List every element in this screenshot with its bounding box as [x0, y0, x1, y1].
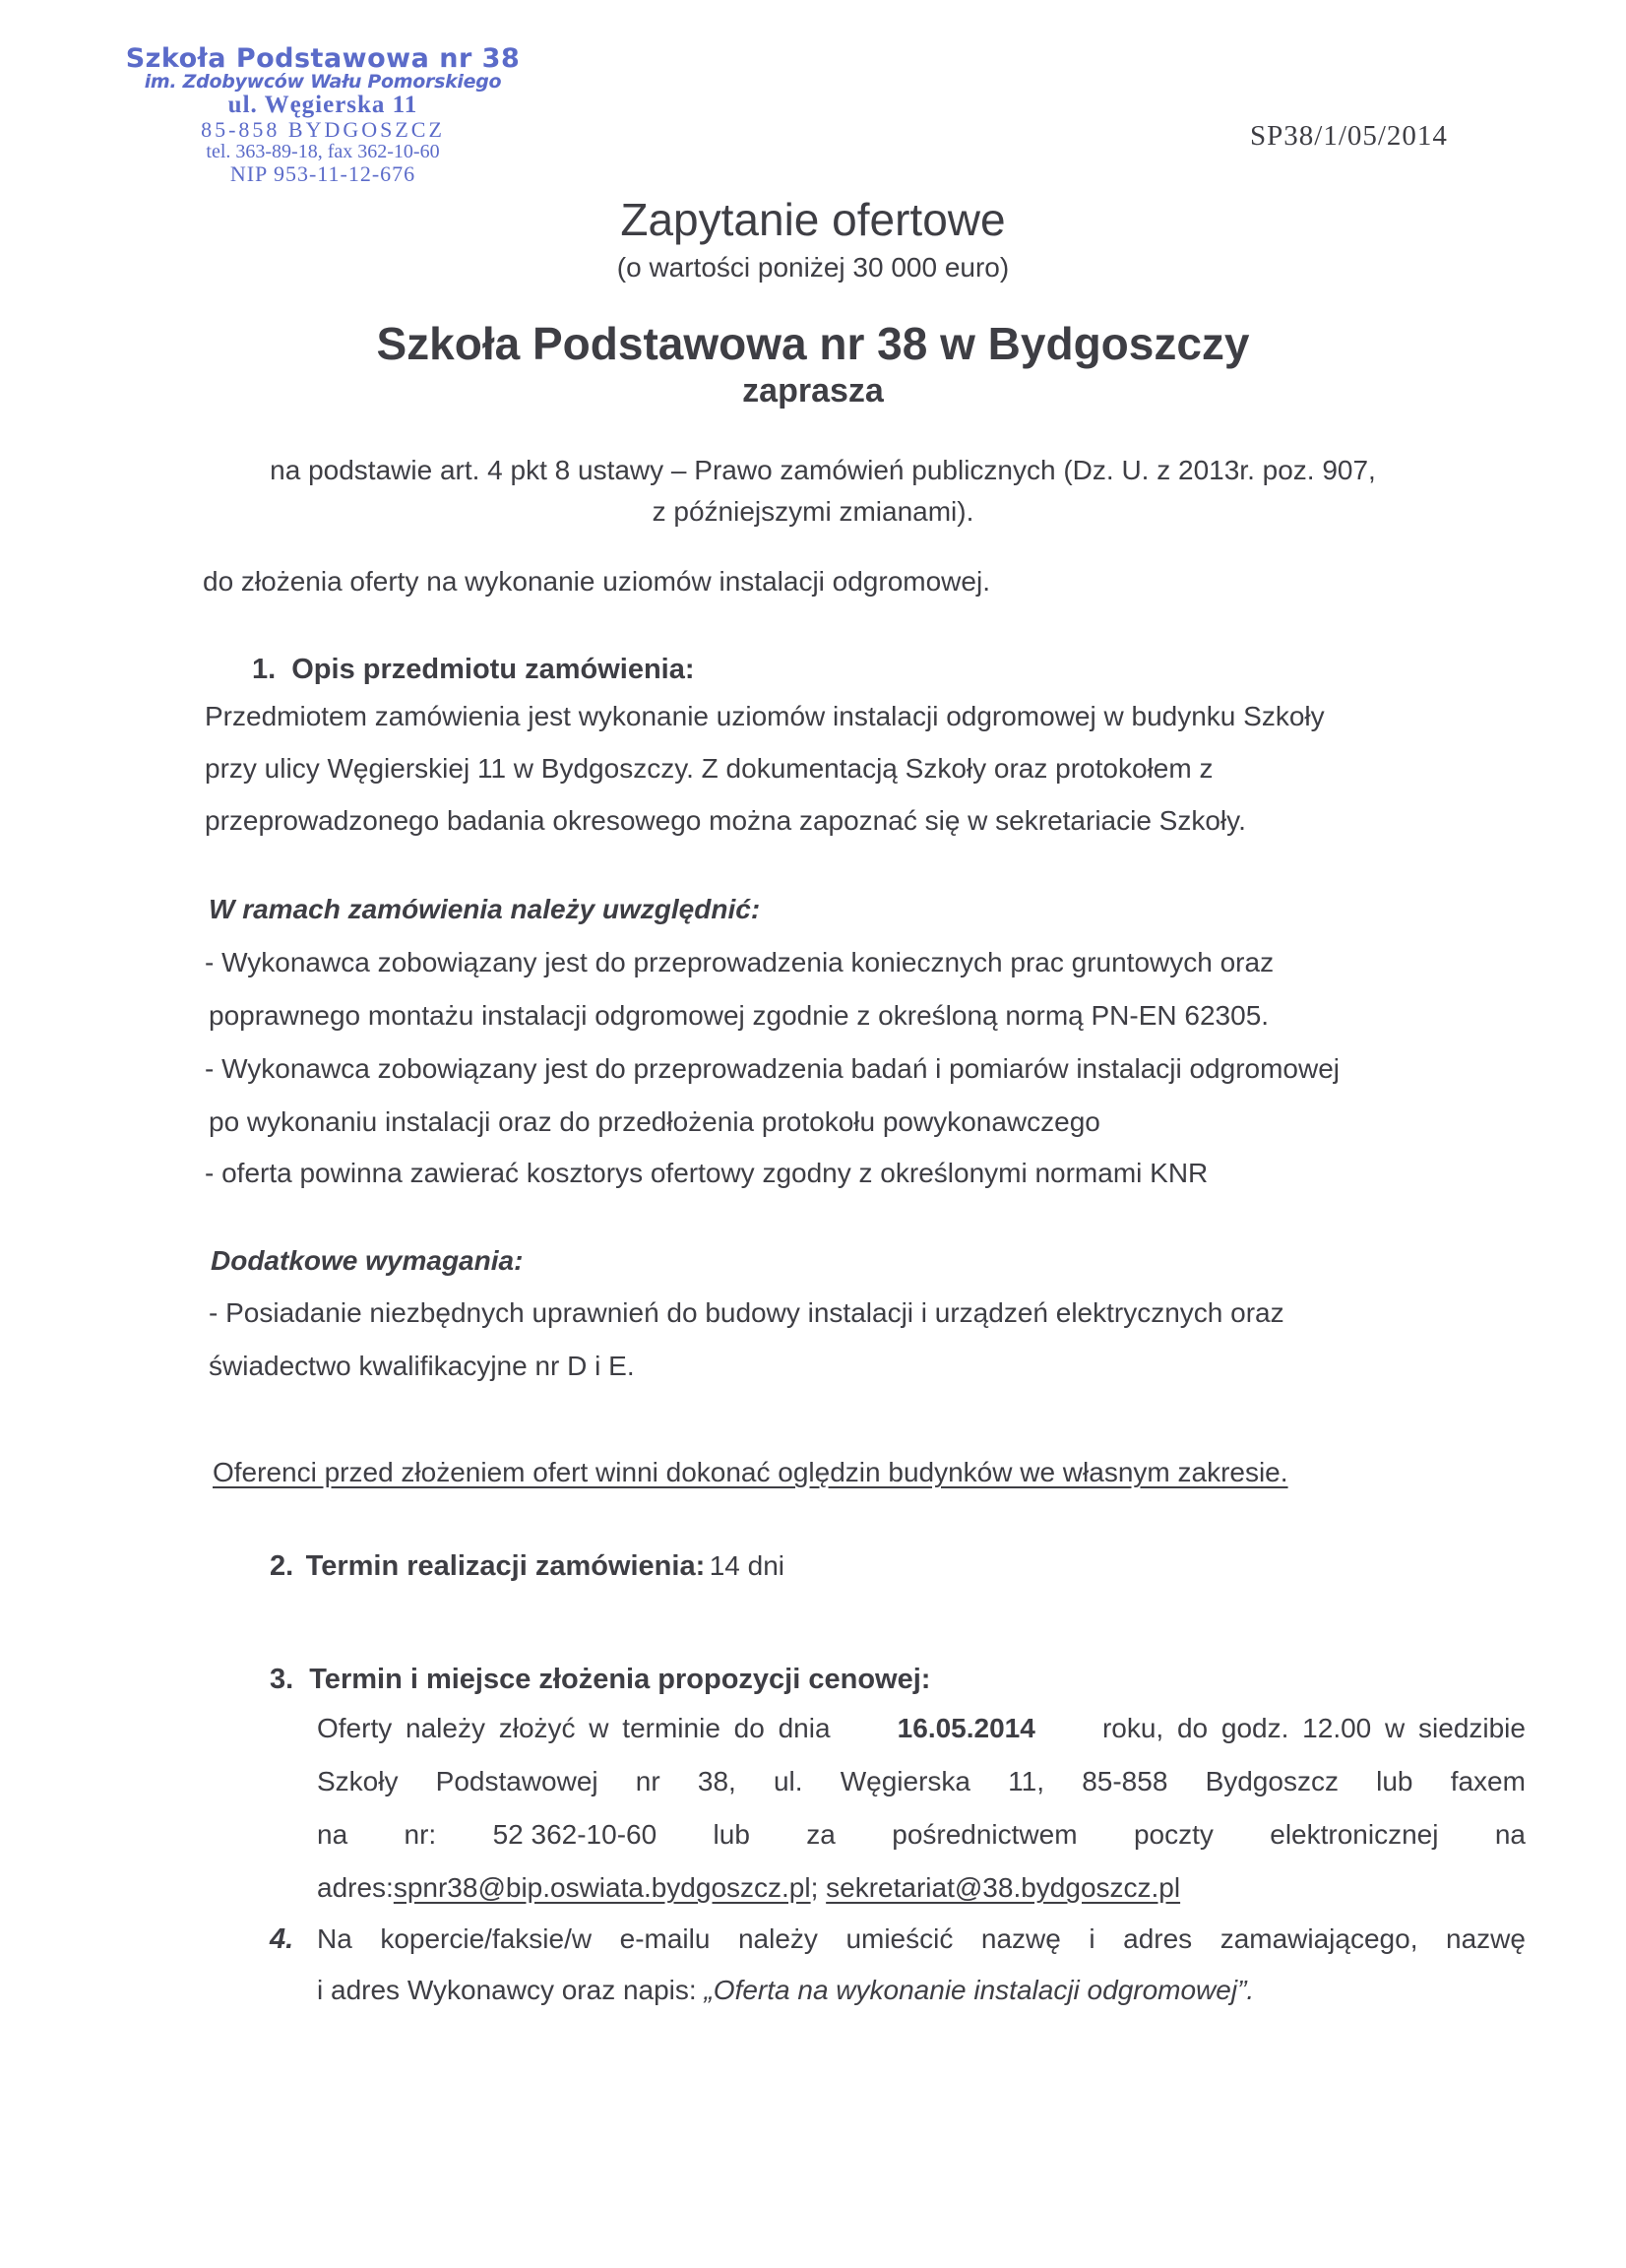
section-1-title: Opis przedmiotu zamówienia:	[291, 654, 695, 685]
section-4-word: należy	[737, 1923, 818, 1954]
section-3-word: 11,	[1008, 1766, 1045, 1796]
section-3-word: na	[317, 1819, 348, 1850]
section-3-word: Węgierska	[840, 1766, 970, 1796]
section-3-heading	[270, 1664, 930, 1696]
section-3-word: elektronicznej	[1270, 1819, 1439, 1850]
section-3-word: na	[1494, 1819, 1526, 1850]
stamp-school-name: Szkoła Podstawowa nr 38	[125, 43, 521, 74]
section-1-line: przeprowadzonego badania okresowego można zapoznać się w sekretariacie Szkoły.	[205, 805, 1246, 836]
email-link-2[interactable]: sekretariat@38.bydgoszcz.pl	[826, 1872, 1181, 1903]
section-4-word: kopercie/faksie/w	[380, 1923, 593, 1954]
section-1-line: Przedmiotem zamówienia jest wykonanie uziomów instalacji odgromowej w budynku Szkoły	[205, 701, 1325, 731]
section-2-value: 14 dni	[709, 1550, 784, 1581]
section-2-heading: Termin realizacji zamówienia:	[305, 1550, 706, 1582]
section-4-word: nazwę	[980, 1923, 1061, 1954]
email-link-1[interactable]: spnr38@bip.oswiata.bydgoszcz.pl	[393, 1872, 811, 1903]
section-4-word: nazwę	[1446, 1923, 1526, 1954]
deadline-text-before: Oferty należy złożyć w terminie do dnia	[317, 1713, 831, 1743]
section-3-line-2	[317, 1766, 1526, 1797]
section-3-number: 3.	[270, 1664, 294, 1695]
section-4-word: umieścić	[845, 1923, 954, 1954]
section-3-word: 85-858	[1082, 1766, 1168, 1796]
section-3-word: ul.	[773, 1766, 803, 1796]
address-prefix: adres:	[317, 1872, 394, 1903]
document-title: Zapytanie ofertowe	[620, 194, 1006, 245]
requirements-heading: W ramach zamówienia należy uwzględnić:	[209, 894, 761, 924]
invites-heading: zaprasza	[742, 372, 884, 410]
stamp-nip: NIP 953-11-12-676	[229, 161, 416, 186]
section-3-word: pośrednictwem	[892, 1819, 1078, 1850]
section-3-title: Termin i miejsce złożenia propozycji cenowej:	[309, 1664, 931, 1695]
section-3-word: nr	[635, 1766, 660, 1796]
section-3-word: Bydgoszcz	[1205, 1766, 1339, 1796]
section-3-word: nr:	[404, 1819, 437, 1850]
section-4-word: adres	[1123, 1923, 1193, 1954]
section-3-word: Szkoły	[317, 1766, 399, 1796]
document-subtitle: (o wartości poniżej 30 000 euro)	[616, 252, 1010, 283]
school-heading: Szkoła Podstawowa nr 38 w Bydgoszczy	[376, 318, 1250, 369]
section-2-number: 2.	[270, 1550, 294, 1582]
deadline-text-after: roku, do godz. 12.00 w siedzibie	[1101, 1713, 1526, 1743]
section-1-line: przy ulicy Węgierskiej 11 w Bydgoszczy. Z dokumentacją Szkoły oraz protokołem z	[205, 753, 1214, 784]
stamp-city: 85-858 BYDGOSZCZ	[201, 117, 445, 142]
section-4-word: i	[1089, 1923, 1095, 1954]
reference-number: SP38/1/05/2014	[1250, 120, 1448, 152]
stamp-street: ul. Węgierska 11	[227, 92, 418, 118]
section-4-word: Na	[317, 1923, 352, 1954]
section-4-word: zamawiającego,	[1220, 1923, 1418, 1954]
section-3-word: lub	[713, 1819, 750, 1850]
requirement-line: - Wykonawca zobowiązany jest do przeprowadzenia badań i pomiarów instalacji odgromowej	[205, 1053, 1341, 1084]
section-3-word: za	[806, 1819, 836, 1850]
section-3-word: lub	[1376, 1766, 1413, 1796]
section-4-line-1	[270, 1923, 1526, 1956]
section-3-line-3	[317, 1819, 1526, 1851]
requirement-line: poprawnego montażu instalacji odgromowej zgodnie z określoną normą PN-EN 62305.	[209, 1000, 1270, 1031]
section-4-line-2	[317, 1975, 1254, 2006]
section-3-line-4	[317, 1872, 1180, 1904]
legal-basis-line-2: z późniejszymi zmianami).	[652, 496, 974, 527]
section-4-word: e-mailu	[619, 1923, 711, 1954]
section-3-word: 52 362-10-60	[492, 1819, 657, 1850]
section-4-quote: „Oferta na wykonanie instalacji odgromowej”.	[704, 1975, 1255, 2005]
section-2	[270, 1550, 784, 1583]
inspection-note: Oferenci przed złożeniem ofert winni dokonać oględzin budynków we własnym zakresie.	[213, 1457, 1288, 1487]
offer-subject: do złożenia oferty na wykonanie uziomów instalacji odgromowej.	[203, 566, 990, 597]
stamp-phone: tel. 363-89-18, fax 362-10-60	[206, 141, 440, 162]
requirement-line: po wykonaniu instalacji oraz do przedłożenia protokołu powykonawczego	[209, 1106, 1100, 1137]
requirement-line: - Wykonawca zobowiązany jest do przeprowadzenia koniecznych prac gruntowych oraz	[205, 947, 1275, 977]
section-3-word: faxem	[1450, 1766, 1526, 1796]
email-separator: ;	[810, 1872, 819, 1903]
section-1-heading	[252, 654, 695, 686]
legal-basis-line-1: na podstawie art. 4 pkt 8 ustawy – Prawo zamówień publicznych (Dz. U. z 2013r. poz. 907,	[270, 455, 1376, 485]
requirement-line: - oferta powinna zawierać kosztorys ofertowy zgodny z określonymi normami KNR	[205, 1158, 1209, 1188]
section-4-number: 4.	[270, 1923, 294, 1955]
additional-line: świadectwo kwalifikacyjne nr D i E.	[209, 1351, 635, 1381]
additional-heading: Dodatkowe wymagania:	[211, 1245, 524, 1276]
stamp-patron: im. Zdobywców Wału Pomorskiego	[144, 71, 502, 93]
school-stamp	[116, 45, 530, 185]
section-4-text: i adres Wykonawcy oraz napis:	[317, 1975, 705, 2005]
section-3-word: Podstawowej	[435, 1766, 598, 1796]
section-3-line-1	[317, 1713, 1526, 1744]
section-1-number: 1.	[252, 654, 277, 685]
deadline-date: 16.05.2014	[897, 1713, 1035, 1743]
section-3-word: poczty	[1133, 1819, 1214, 1850]
section-3-word: 38,	[697, 1766, 736, 1796]
additional-line: - Posiadanie niezbędnych uprawnień do budowy instalacji i urządzeń elektrycznych oraz	[209, 1297, 1284, 1328]
